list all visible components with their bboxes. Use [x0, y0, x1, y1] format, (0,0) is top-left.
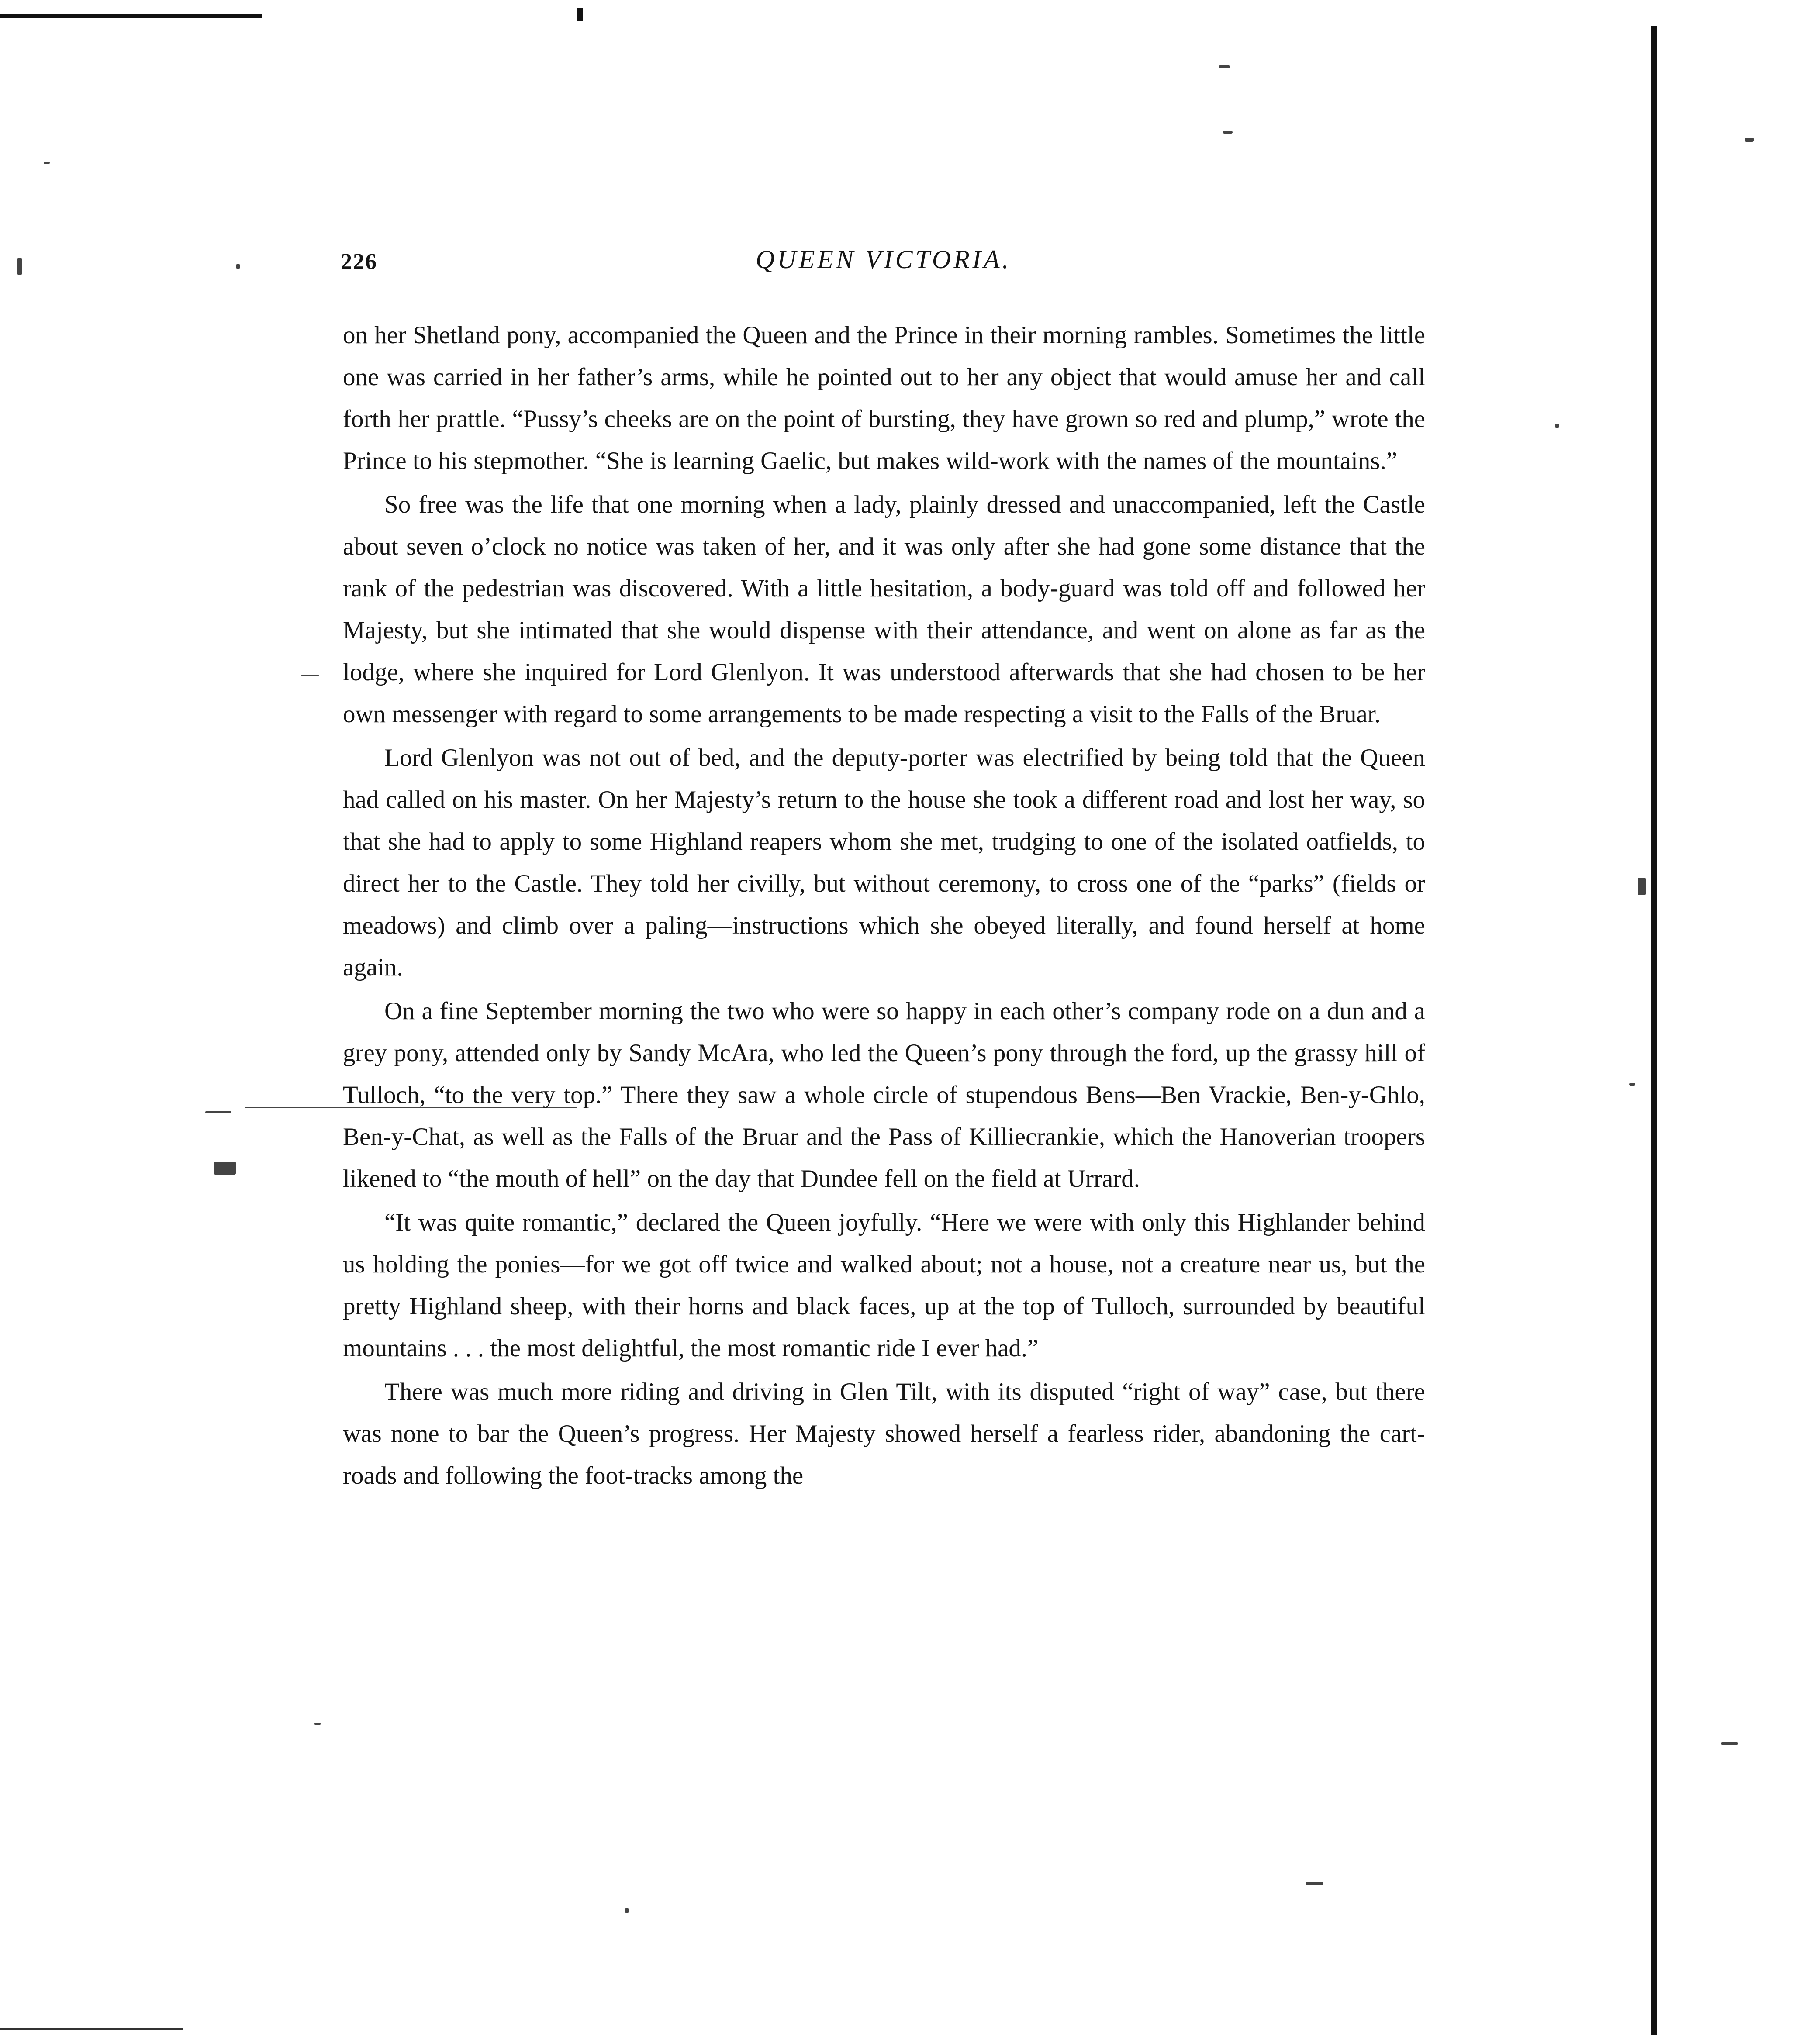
paragraph: “It was quite romantic,” declared the Queen joyfully. “Here we were with only this Highlander behind us holding the ponies—for we got off twice and walked about; not a house, not a creature near us, but the pretty Highland sheep, with their horns and black faces, up at the top of Tulloch, surrounded by beautiful mountains . . . the most delightful, the most romantic ride I ever had.”: [343, 1209, 1425, 1362]
paragraph: On a fine September morning the two who were so happy in each other’s company rode on a dun and a grey pony, attended only by Sandy McAra, who led the Queen’s pony through the ford, up the grassy hill of Tulloch, “to the very top.” There they saw a whole circle of stupendous Bens—Ben Vrackie, Ben-y-Ghlo, Ben-y-Chat, as well as the Falls of the Bruar and the Pass of Killiecrankie, which the Hanoverian troopers likened to “the mouth of hell” on the day that Dundee fell on the field at Urrard.: [343, 997, 1425, 1193]
scan-speck: [625, 1908, 629, 1913]
scan-speck: [44, 162, 50, 164]
paragraph: There was much more riding and driving in Glen Tilt, with its disputed “right of way” case, but there was none to bar the Queen’s progress. Her Majesty showed herself a fearless rider, abandoning the cart-roads and following the foot-tracks among the: [343, 1378, 1425, 1489]
scan-mark-top: [577, 8, 583, 21]
paragraph: Lord Glenlyon was not out of bed, and the deputy-porter was electrified by being told that the Queen had called on his master. On her Majesty’s return to the house she took a different road and lost her way, so that she had to apply to some Highland reapers whom she met, trudging to one of the isolated oatfields, to direct her to the Castle. They told her civilly, but without ceremony, to cross one of the “parks” (fields or meadows) and climb over a paling—instructions which she obeyed literally, and found herself at home again.: [343, 744, 1425, 981]
scan-speck: [236, 264, 240, 269]
scan-speck: [1555, 424, 1559, 428]
scan-speck: [1306, 1882, 1323, 1885]
scan-speck: [205, 1111, 231, 1113]
scan-speck: [1721, 1742, 1738, 1745]
body-text: [343, 314, 1425, 1499]
scan-edge-line-right: [1651, 26, 1657, 2035]
paragraph: So free was the life that one morning when a lady, plainly dressed and unaccompanied, left the Castle about seven o’clock no notice was taken of her, and it was only after she had gone some distance that the rank of the pedestrian was discovered. With a little hesitation, a body-guard was told off and followed her Majesty, but she intimated that she would dispense with their attendance, and went on alone as far as the lodge, where she inquired for Lord Glenlyon. It was understood afterwards that she had chosen to be her own messenger with regard to some arrangements to be made respecting a visit to the Falls of the Bruar.: [343, 491, 1425, 728]
running-header: [341, 245, 1433, 284]
scan-speck: [1638, 878, 1646, 895]
paragraph: on her Shetland pony, accompanied the Queen and the Prince in their morning rambles. Sometimes the little one was carried in her father’s arms, while he pointed out to her any object that would amuse her and call forth her prattle. “Pussy’s cheeks are on the point of bursting, they have grown so red and plump,” wrote the Prince to his stepmother. “She is learning Gaelic, but makes wild-work with the names of the mountains.”: [343, 321, 1425, 475]
page-number: 226: [341, 249, 377, 274]
scan-speck: [1745, 138, 1754, 142]
running-title: QUEEN VICTORIA.: [756, 245, 1012, 274]
scan-edge-line-bottom: [0, 2028, 183, 2030]
scan-speck: [1219, 65, 1230, 68]
scan-speck: [17, 258, 22, 275]
scan-speck: [1629, 1083, 1635, 1086]
scan-edge-line-top: [0, 14, 262, 18]
scan-speck: [301, 675, 319, 676]
scan-speck: [214, 1162, 236, 1175]
scan-speck: [314, 1723, 321, 1725]
scan-speck: [1223, 131, 1233, 134]
